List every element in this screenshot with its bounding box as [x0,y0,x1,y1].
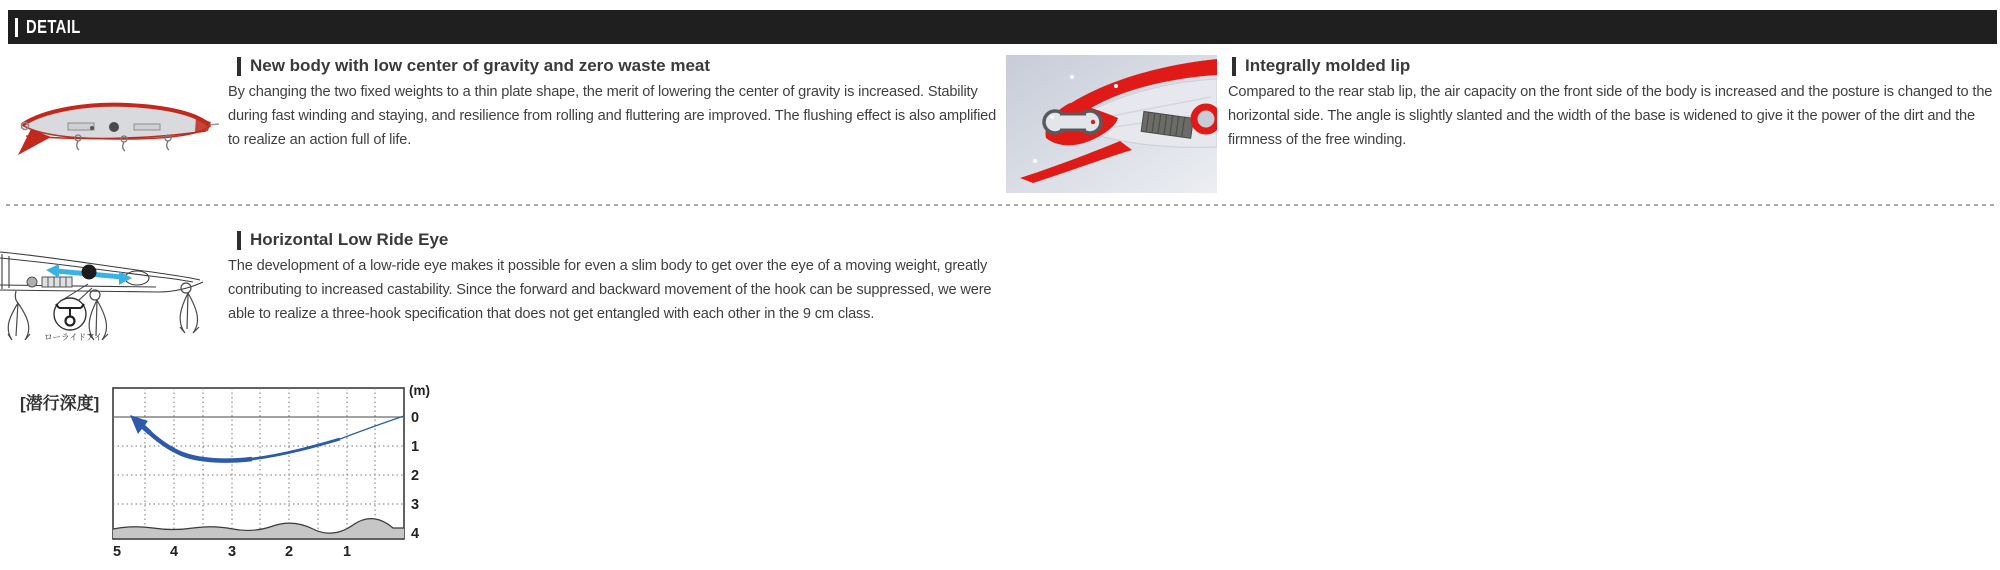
detail-title: DETAIL [26,16,81,37]
moving-weight-ball [82,265,97,280]
dotted-separator [6,204,1997,206]
section-heading-low-ride-eye [237,230,448,250]
heading-bar-icon [237,231,241,250]
y-tick-0: 0 [411,410,420,426]
diving-depth-chart [88,382,433,570]
y-tick-3: 3 [411,497,420,513]
x-tick-1: 1 [342,544,352,560]
y-axis-unit: (m) [409,383,430,398]
x-tick-5: 5 [112,544,122,560]
x-tick-4: 4 [169,544,179,560]
y-tick-4: 4 [411,526,420,542]
x-tick-2: 2 [284,544,294,560]
section-body-new-body: By changing the two fixed weights to a thin plate shape, the merit of lowering the center of gravity is increased. Stability during fast winding and staying, and resilience from rolling and fluttering are improved. The flushing effect is also amplified to realize an action full of life. [228,84,997,148]
heading-bar-icon [1232,57,1236,76]
section-body-molded-lip: Compared to the rear stab lip, the air capacity on the front side of the body is increased and the posture is changed to the horizontal side. The angle is slightly slanted and the width of the base is widened to give it the power of the dirt and the firmness of the free winding. [1228,84,1993,148]
detail-header-bar [8,10,1997,44]
y-tick-1: 1 [411,439,420,455]
section-heading-text: New body with low center of gravity and zero waste meat [250,56,711,75]
section-heading-new-body [237,56,710,76]
diagram-caption: ローライドアイ [44,332,103,342]
lip-closeup-photo [1006,55,1217,193]
section-heading-text: Horizontal Low Ride Eye [250,230,449,249]
low-ride-eye-diagram [0,228,218,360]
hook-hanger-ring [1194,107,1217,131]
heading-bar-icon [237,57,241,76]
header-accent-bar [15,18,18,37]
lure-side-photo [16,98,221,160]
section-heading-text: Integrally molded lip [1245,56,1411,75]
x-tick-3: 3 [227,544,237,560]
metal-snap [1044,111,1101,133]
section-body-low-ride-eye: The development of a low-ride eye makes it possible for even a slim body to get over the eye of a moving weight, greatly contributing to increased castability. Since the forward and backward movement of the hook can be suppressed, we were able to realize a three-hook specification that does not get entangled with each other in the 9 cm class. [228,258,992,322]
y-tick-2: 2 [411,468,420,484]
chart-title: [潜行深度] [20,394,100,413]
section-heading-molded-lip [1232,56,1410,76]
